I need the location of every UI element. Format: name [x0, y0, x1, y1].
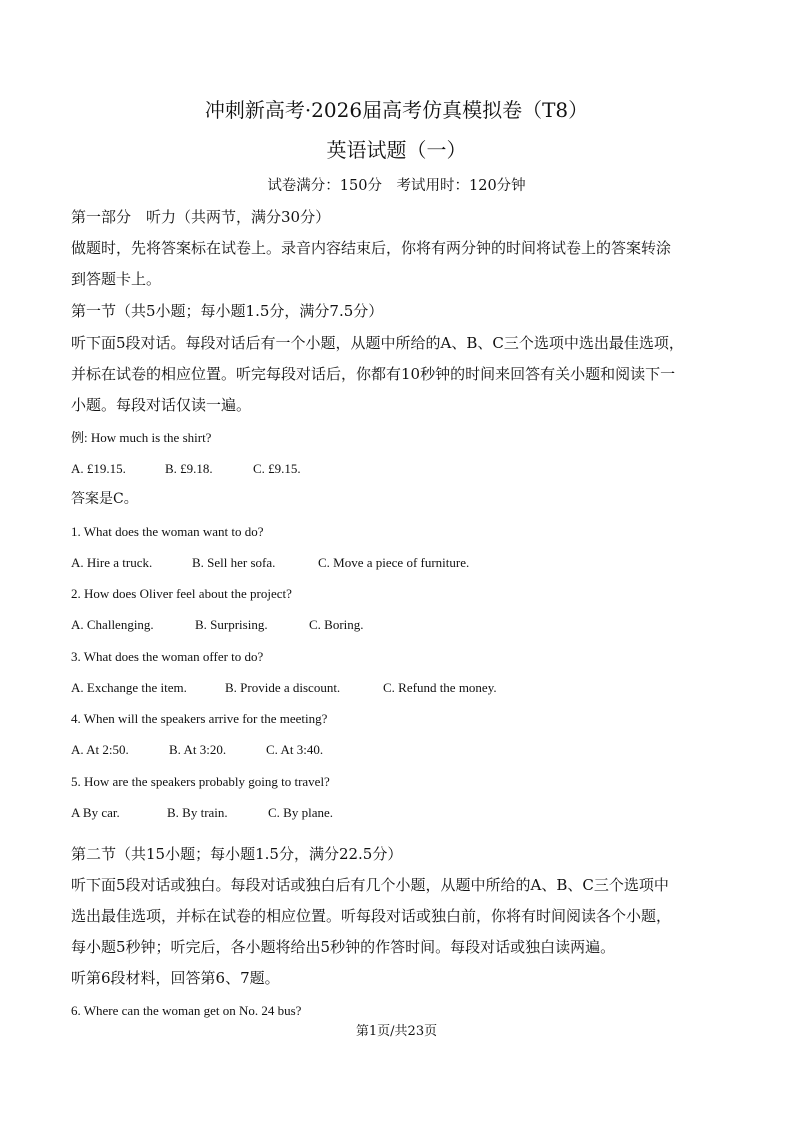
- section2-instruction-line1: 听下面5段对话或独白。每段对话或独白后有几个小题，从题中所给的A、B、C三个选项中: [71, 876, 669, 894]
- part1-heading: 第一部分 听力（共两节，满分30分）: [71, 208, 331, 226]
- question-2-option-b: B. Surprising.: [195, 617, 268, 632]
- part1-instruction-line1: 做题时，先将答案标在试卷上。录音内容结束后，你将有两分钟的时间将试卷上的答案转涂: [71, 239, 672, 257]
- part1-instruction-line2: 到答题卡上。: [71, 270, 162, 288]
- question-2-option-a: A. Challenging.: [71, 617, 154, 632]
- question-5-option-c: C. By plane.: [268, 805, 333, 820]
- section2-heading: 第二节（共15小题；每小题1.5分，满分22.5分）: [71, 845, 403, 863]
- section1-instruction-line2: 并标在试卷的相应位置。听完每段对话后，你都有10秒钟的时间来回答有关小题和阅读下一: [71, 365, 676, 383]
- question-1-option-c: C. Move a piece of furniture.: [318, 555, 470, 570]
- example-option-c: C. £9.15.: [253, 461, 301, 476]
- question-3-option-c: C. Refund the money.: [383, 680, 497, 695]
- question-1-option-a: A. Hire a truck.: [71, 555, 153, 570]
- question-4-option-c: C. At 3:40.: [266, 742, 324, 757]
- question-4: 4. When will the speakers arrive for the meeting?: [71, 711, 328, 726]
- page-number: 第1页/共23页: [355, 1024, 438, 1039]
- example-option-a: A. £19.15.: [71, 461, 126, 476]
- question-3-option-b: B. Provide a discount.: [225, 680, 341, 695]
- question-4-option-b: B. At 3:20.: [169, 742, 227, 757]
- section2-instruction-line2: 选出最佳选项，并标在试卷的相应位置。听每段对话或独白前，你将有时间阅读各个小题，: [71, 907, 672, 925]
- question-3-option-a: A. Exchange the item.: [71, 680, 187, 695]
- question-5-option-b: B. By train.: [167, 805, 228, 820]
- section1-instruction-line3: 小题。每段对话仅读一遍。: [71, 396, 252, 414]
- question-1: 1. What does the woman want to do?: [71, 524, 264, 539]
- example-question: 例: How much is the shirt?: [71, 430, 212, 445]
- question-6: 6. Where can the woman get on No. 24 bus?: [71, 1003, 302, 1018]
- exam-info: 试卷满分：150分 考试用时：120分钟: [267, 178, 526, 194]
- section1-heading: 第一节（共5小题；每小题1.5分，满分7.5分）: [71, 302, 384, 320]
- question-5: 5. How are the speakers probably going to travel?: [71, 774, 330, 789]
- section2-instruction-line3: 每小题5秒钟；听完后，各小题将给出5秒钟的作答时间。每段对话或独白读两遍。: [71, 938, 616, 956]
- question-4-option-a: A. At 2:50.: [71, 742, 129, 757]
- exam-subtitle: 英语试题（一）: [326, 138, 467, 162]
- example-option-b: B. £9.18.: [165, 461, 213, 476]
- exam-title: 冲刺新高考·2026届高考仿真模拟卷（T8）: [204, 98, 589, 122]
- section1-instruction-line1: 听下面5段对话。每段对话后有一个小题，从题中所给的A、B、C三个选项中选出最佳选项，: [71, 334, 684, 352]
- question-1-option-b: B. Sell her sofa.: [192, 555, 276, 570]
- example-answer: 答案是C。: [71, 491, 138, 507]
- question-5-option-a: A By car.: [71, 805, 120, 820]
- question-3: 3. What does the woman offer to do?: [71, 649, 264, 664]
- question-2: 2. How does Oliver feel about the project?: [71, 586, 292, 601]
- section2-material-intro: 听第6段材料，回答第6、7题。: [71, 969, 280, 987]
- question-2-option-c: C. Boring.: [309, 617, 364, 632]
